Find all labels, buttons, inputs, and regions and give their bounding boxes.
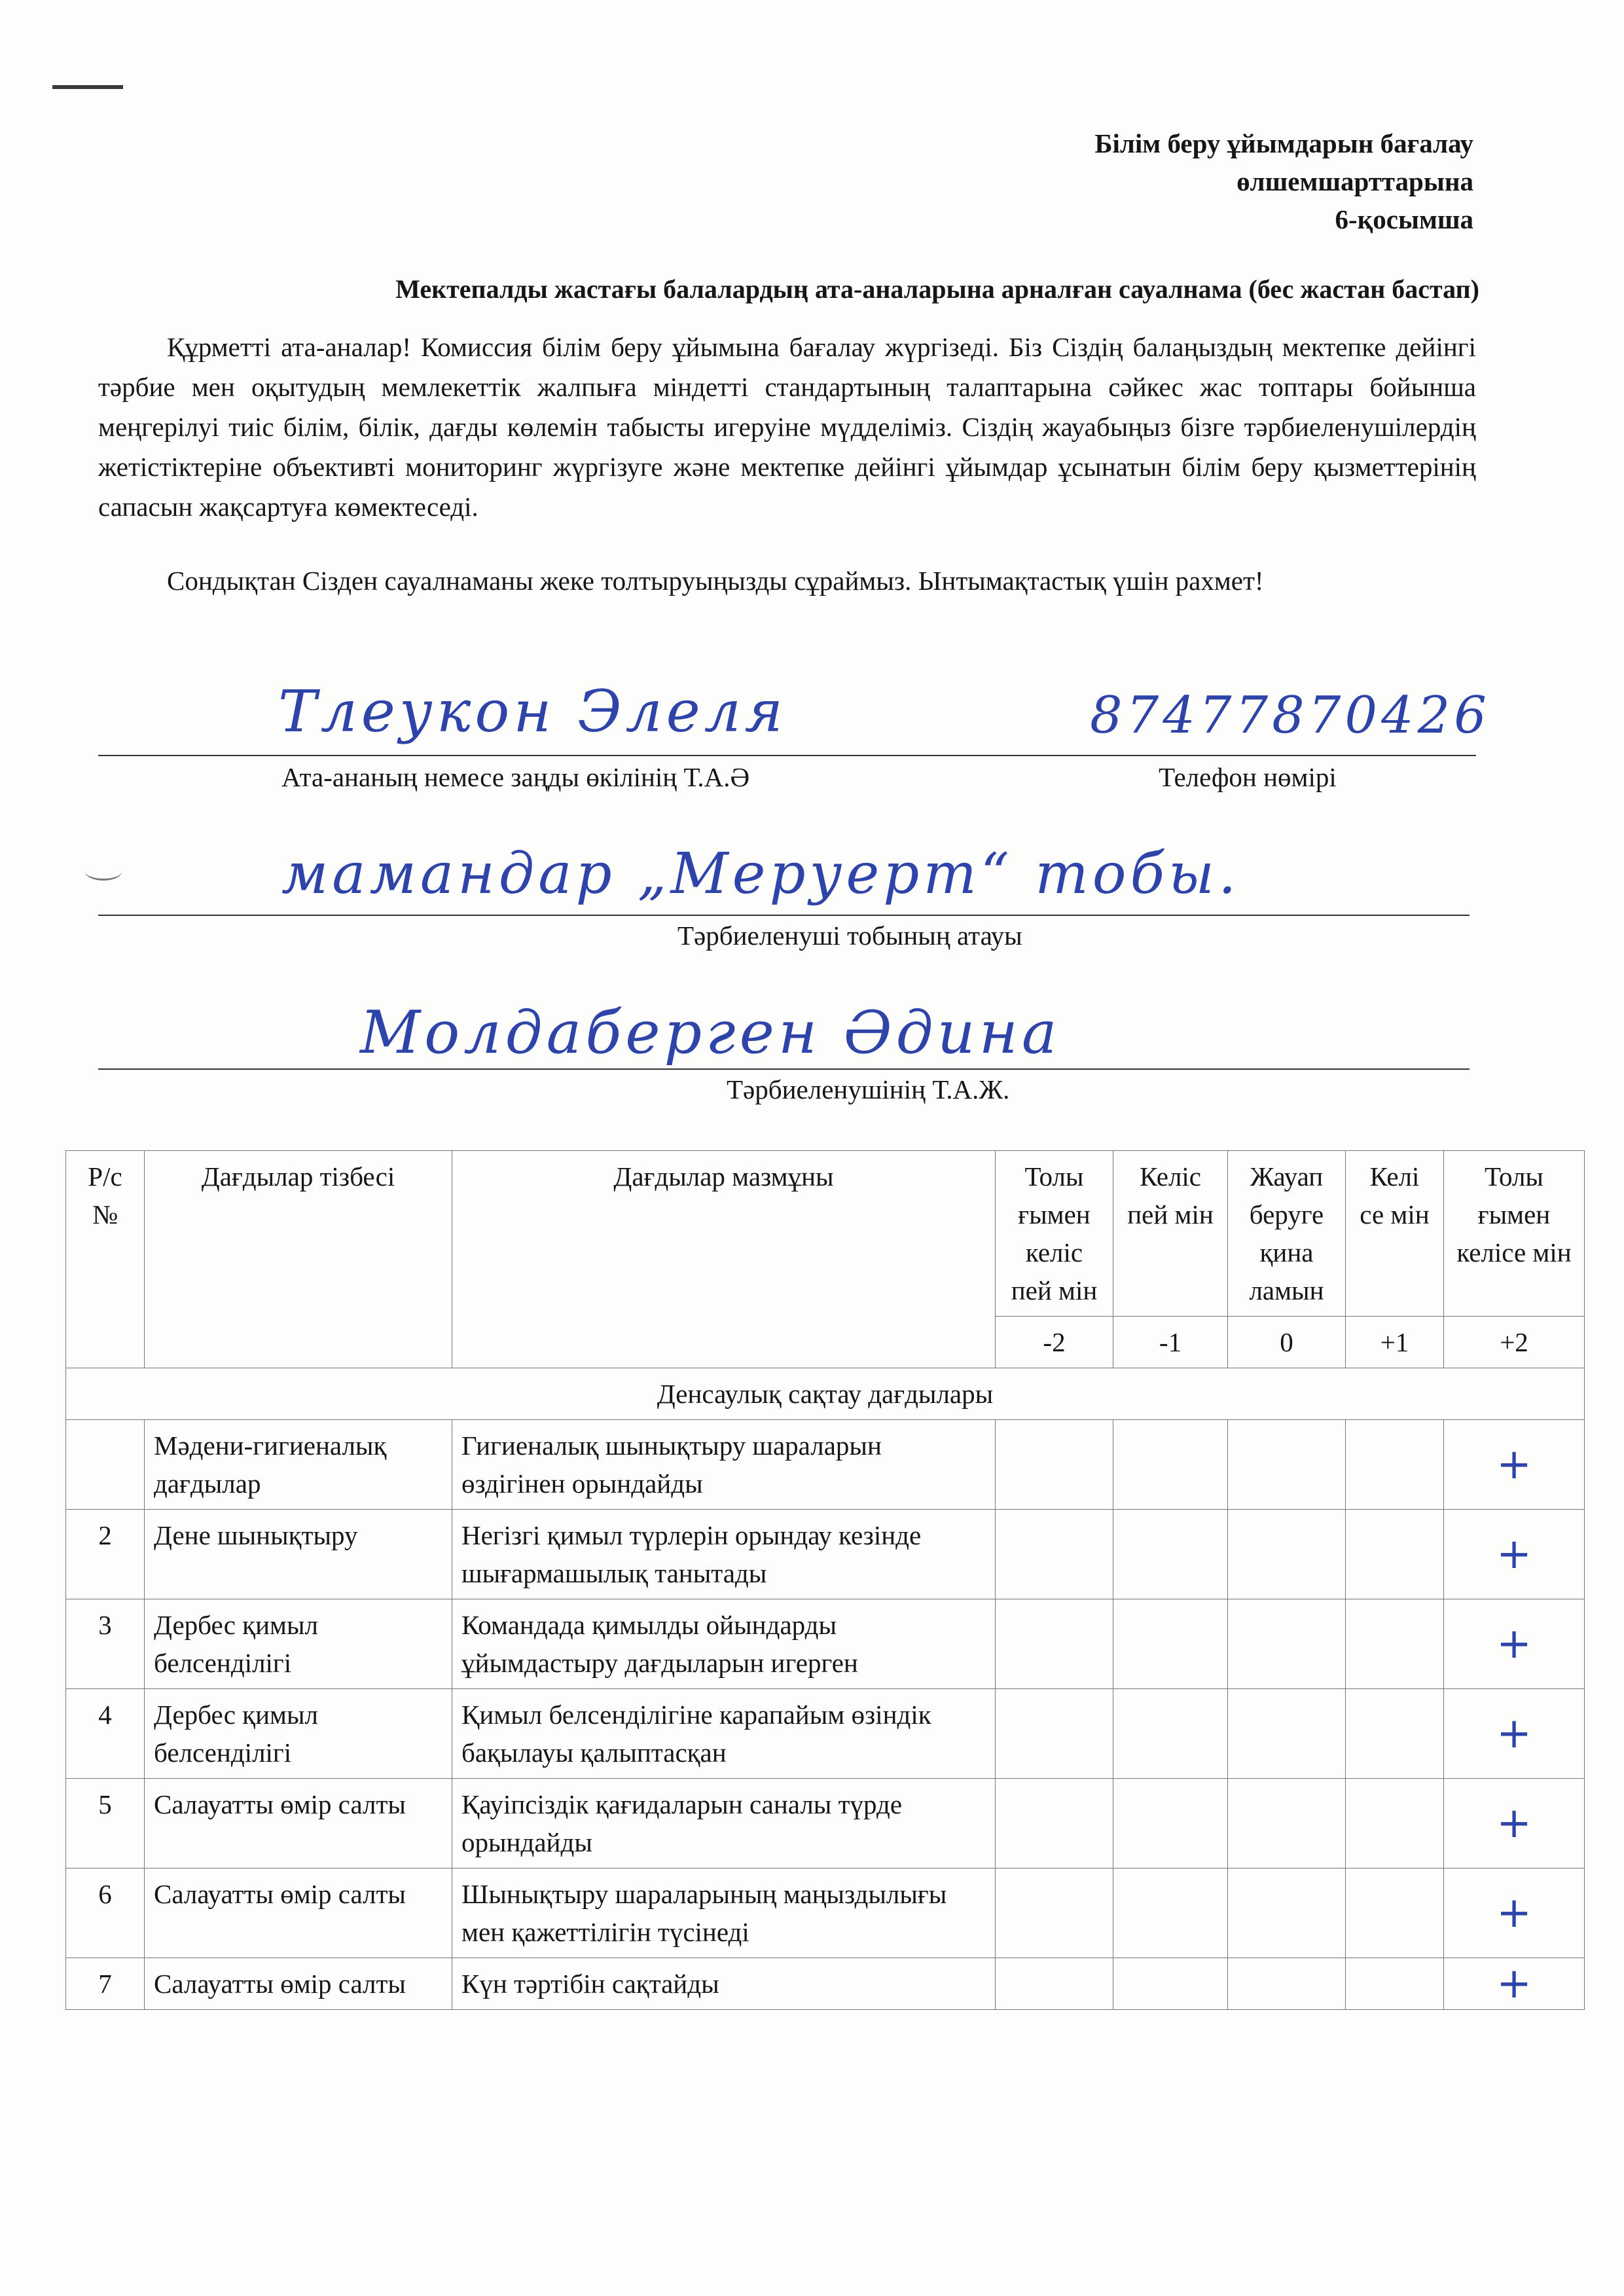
- answer-cell[interactable]: [996, 1420, 1113, 1510]
- header-line-2: өлшемшарттарына: [1236, 166, 1473, 196]
- answer-cell[interactable]: [1444, 1958, 1585, 2010]
- scan-arc-mark: [85, 863, 122, 881]
- answer-cell[interactable]: [1444, 1779, 1585, 1868]
- answer-cell[interactable]: [1228, 1420, 1346, 1510]
- group-line[interactable]: [98, 915, 1470, 916]
- checkmark-plus-icon: +: [1496, 1889, 1532, 1937]
- checkmark-plus-icon: +: [1496, 1440, 1532, 1489]
- parent-name-caption: Ата-ананың немесе заңды өкілінің Т.А.Ә: [281, 762, 750, 792]
- score-cell: 0: [1228, 1317, 1346, 1368]
- header-option-2: Келіс пей мін: [1113, 1151, 1228, 1317]
- answer-cell[interactable]: [1346, 1779, 1444, 1868]
- answer-cell[interactable]: [996, 1599, 1113, 1689]
- checkmark-plus-icon: +: [1496, 1959, 1532, 2008]
- header-line-1: Білім беру ұйымдарын бағалау: [1094, 128, 1473, 158]
- header-option-4: Келі се мін: [1346, 1151, 1444, 1317]
- child-name-line[interactable]: [98, 1068, 1470, 1070]
- answer-cell[interactable]: [996, 1958, 1113, 2010]
- section-title: Денсаулық сақтау дағдылары: [66, 1368, 1585, 1420]
- answer-cell[interactable]: [1228, 1599, 1346, 1689]
- checkmark-plus-icon: +: [1496, 1799, 1532, 1848]
- group-handwritten: мамандар „Меруерт“ тобы.: [281, 841, 1240, 907]
- table-header-row: [66, 1151, 1585, 1317]
- row-number: 4: [66, 1689, 145, 1779]
- answer-cell[interactable]: [1113, 1689, 1228, 1779]
- child-name-caption: Тәрбиеленушінің Т.А.Ж.: [727, 1074, 1010, 1104]
- row-content: Гигиеналық шынықтыру шараларын өздігінен орындайды: [452, 1420, 996, 1510]
- answer-cell[interactable]: [1346, 1868, 1444, 1958]
- answer-cell[interactable]: [1113, 1510, 1228, 1599]
- row-number: 5: [66, 1779, 145, 1868]
- answer-cell[interactable]: [1444, 1599, 1585, 1689]
- answer-cell[interactable]: [1228, 1779, 1346, 1868]
- answer-cell[interactable]: [1113, 1599, 1228, 1689]
- row-content: Негізгі қимыл түрлерін орындау кезінде шығармашылық танытады: [452, 1510, 996, 1599]
- document-title: Мектепалды жастағы балалардың ата-аналарына арналған сауалнама (бес жастан бастап): [395, 274, 1479, 304]
- row-number: 2: [66, 1510, 145, 1599]
- checkmark-plus-icon: +: [1496, 1709, 1532, 1758]
- answer-cell[interactable]: [1346, 1689, 1444, 1779]
- row-skill: Дербес қимыл белсенділігі: [145, 1689, 452, 1779]
- checkmark-plus-icon: +: [1496, 1620, 1532, 1668]
- header-skills-content: Дағдылар мазмұны: [452, 1151, 996, 1368]
- answer-cell[interactable]: [1228, 1868, 1346, 1958]
- table-row: [66, 1510, 1585, 1599]
- row-number: [66, 1420, 145, 1510]
- header-option-1: Толы ғымен келіс пей мін: [996, 1151, 1113, 1317]
- appendix-header: [1094, 124, 1473, 238]
- answer-cell[interactable]: [1113, 1420, 1228, 1510]
- score-cell: -2: [996, 1317, 1113, 1368]
- table-row: [66, 1868, 1585, 1958]
- row-content: Қимыл белсенділігіне карапайым өзіндік бақылауы қалыптасқан: [452, 1689, 996, 1779]
- row-content: Шынықтыру шараларының маңыздылығы мен қажеттілігін түсінеді: [452, 1868, 996, 1958]
- row-number: 6: [66, 1868, 145, 1958]
- answer-cell[interactable]: [1228, 1689, 1346, 1779]
- row-skill: Салауатты өмір салты: [145, 1868, 452, 1958]
- row-content: Қауіпсіздік қағидаларын саналы түрде орындайды: [452, 1779, 996, 1868]
- row-content: Күн тәртібін сақтайды: [452, 1958, 996, 2010]
- checkmark-plus-icon: +: [1496, 1530, 1532, 1578]
- table-row: [66, 1779, 1585, 1868]
- scan-mark: [52, 85, 123, 89]
- group-caption: Тәрбиеленуші тобының атауы: [677, 920, 1022, 951]
- skills-table: [65, 1150, 1585, 2010]
- phone-handwritten: 87477870426: [1090, 686, 1490, 745]
- row-skill: Салауатты өмір салты: [145, 1779, 452, 1868]
- row-content: Командада қимылды ойындарды ұйымдастыру дағдыларын игерген: [452, 1599, 996, 1689]
- child-name-handwritten: Молдаберген Әдина: [360, 998, 1061, 1067]
- answer-cell[interactable]: [1228, 1958, 1346, 2010]
- row-number: 7: [66, 1958, 145, 2010]
- intro-paragraph-1: Құрметті ата-аналар! Комиссия білім беру ұйымына бағалау жүргізеді. Біз Сіздің балаңыздың мектепке дейінгі тәрбие мен оқытудың мемлекеттік жалпыға міндетті стандартының талаптарына сәйкес жас топтары бойынша меңгерілуі тиіс білім, білік, дағды көлемін табысты игеруіне мүдделіміз. Сіздің жауабыңыз бізге тәрбиеленушілердің жетістіктеріне объективті мониторинг жүргізуге және мектепке дейінгі ұйымдар ұсынатын білім беру қызметтерінің сапасын жақсартуға көмектеседі.: [98, 332, 1476, 522]
- phone-caption: Телефон нөмірі: [1159, 762, 1337, 792]
- table-row: [66, 1420, 1585, 1510]
- answer-cell[interactable]: [1113, 1868, 1228, 1958]
- row-skill: Дене шынықтыру: [145, 1510, 452, 1599]
- score-cell: +1: [1346, 1317, 1444, 1368]
- answer-cell[interactable]: [1346, 1420, 1444, 1510]
- score-cell: -1: [1113, 1317, 1228, 1368]
- answer-cell[interactable]: [1113, 1779, 1228, 1868]
- header-line-3: 6-қосымша: [1335, 204, 1473, 234]
- answer-cell[interactable]: [1228, 1510, 1346, 1599]
- answer-cell[interactable]: [1346, 1599, 1444, 1689]
- answer-cell[interactable]: [1346, 1510, 1444, 1599]
- table-row: [66, 1958, 1585, 2010]
- intro-paragraph-2: Сондықтан Сізден сауалнаманы жеке толтыруыңызды сұраймыз. Ынтымақтастық үшін рахмет!: [167, 566, 1264, 596]
- parent-name-line[interactable]: [98, 755, 1476, 756]
- answer-cell[interactable]: [996, 1689, 1113, 1779]
- section-row: [66, 1368, 1585, 1420]
- answer-cell[interactable]: [996, 1510, 1113, 1599]
- answer-cell[interactable]: [996, 1868, 1113, 1958]
- answer-cell[interactable]: [1346, 1958, 1444, 2010]
- answer-cell[interactable]: [1444, 1868, 1585, 1958]
- answer-cell[interactable]: [1113, 1958, 1228, 2010]
- table-row: [66, 1599, 1585, 1689]
- header-option-5: Толы ғымен келісе мін: [1444, 1151, 1585, 1317]
- row-skill: Мәдени-гигиеналық дағдылар: [145, 1420, 452, 1510]
- answer-cell[interactable]: [1444, 1510, 1585, 1599]
- header-num: Р/с №: [66, 1151, 145, 1368]
- row-number: 3: [66, 1599, 145, 1689]
- header-skills-list: Дағдылар тізбесі: [145, 1151, 452, 1368]
- table-row: [66, 1689, 1585, 1779]
- score-cell: +2: [1444, 1317, 1585, 1368]
- row-skill: Дербес қимыл белсенділігі: [145, 1599, 452, 1689]
- answer-cell[interactable]: [996, 1779, 1113, 1868]
- answer-cell[interactable]: [1444, 1420, 1585, 1510]
- parent-name-handwritten: Тлеукон Элеля: [278, 678, 787, 745]
- answer-cell[interactable]: [1444, 1689, 1585, 1779]
- header-option-3: Жауап беруге қина ламын: [1228, 1151, 1346, 1317]
- row-skill: Салауатты өмір салты: [145, 1958, 452, 2010]
